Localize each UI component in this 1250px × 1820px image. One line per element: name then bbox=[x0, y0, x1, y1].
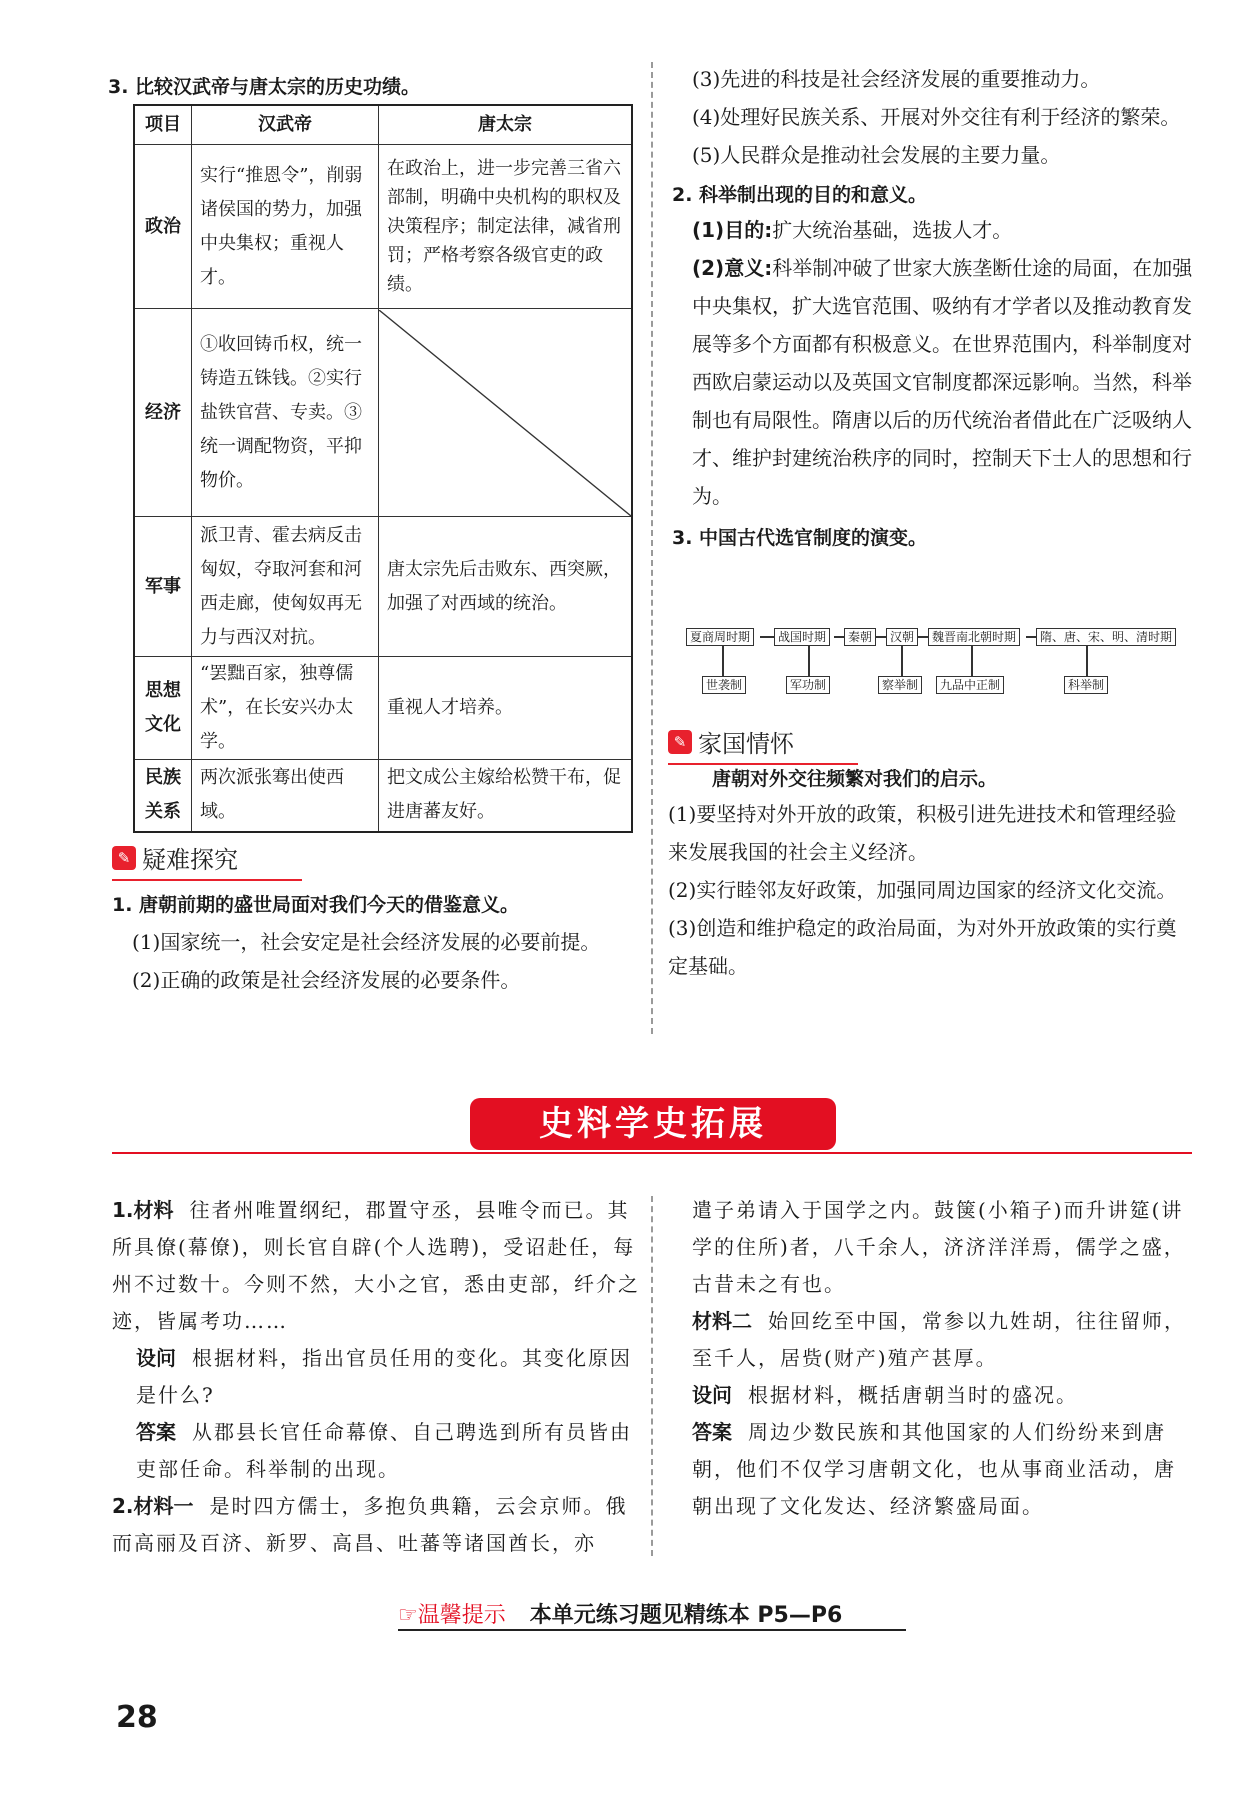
table-row bbox=[134, 309, 632, 517]
pencil-icon: ✎ bbox=[668, 730, 692, 754]
pencil-icon: ✎ bbox=[112, 846, 136, 870]
table-cell: ①收回铸币权，统一铸造五铢钱。②实行盐铁官营、专卖。③统一调配物资，平抑物价。 bbox=[192, 309, 379, 517]
flow-period: 秦朝 bbox=[844, 628, 876, 646]
table-row-label: 军事 bbox=[134, 517, 192, 657]
tip-text: 本单元练习题见精练本 P5—P6 bbox=[529, 1603, 843, 1628]
flow-period: 夏商周时期 bbox=[686, 628, 754, 646]
material-1-answer bbox=[112, 1414, 640, 1488]
page-number: 28 bbox=[116, 1700, 158, 1735]
diagonal-slash bbox=[379, 310, 631, 516]
flow-connector bbox=[722, 646, 724, 676]
answer-text: 从郡县长官任命幕僚、自己聘选到所有员皆由吏部任命。科举制的出现。 bbox=[136, 1420, 632, 1481]
question-label: 设问 bbox=[136, 1346, 176, 1370]
answer-item: (4)处理好民族关系、开展对外交往有利于经济的繁荣。 bbox=[692, 105, 1181, 129]
section-header-jiaguo bbox=[668, 724, 794, 759]
question-label: 设问 bbox=[692, 1383, 732, 1407]
table-row-label: 民族关系 bbox=[134, 760, 192, 832]
answer-item: (2)正确的政策是社会经济发展的必要条件。 bbox=[132, 968, 521, 992]
material-1-text bbox=[112, 1192, 640, 1340]
question-3-title: 3. 比较汉武帝与唐太宗的历史功绩。 bbox=[108, 76, 421, 98]
table-row-label: 政治 bbox=[134, 145, 192, 309]
question-2-title: 2. 科举制出现的目的和意义。 bbox=[672, 184, 928, 206]
material-label: 材料一 bbox=[133, 1494, 194, 1518]
table-cell: 唐太宗先后击败东、西突厥，加强了对西域的统治。 bbox=[379, 517, 633, 657]
table-row-label: 经济 bbox=[134, 309, 192, 517]
answer-label: 答案 bbox=[136, 1420, 176, 1444]
flow-period: 魏晋南北朝时期 bbox=[928, 628, 1020, 646]
meaning-label: (2)意义: bbox=[692, 256, 773, 280]
material-label: 材料 bbox=[133, 1198, 174, 1222]
question-text: 根据材料，指出官员任用的变化。其变化原因是什么? bbox=[136, 1346, 632, 1407]
flow-connector bbox=[971, 646, 973, 676]
answer-item: (5)人民群众是推动社会发展的主要力量。 bbox=[692, 143, 1061, 167]
material-content: 是时四方儒士，多抱负典籍，云会京师。俄而高丽及百济、新罗、高昌、吐蕃等诸国酋长，亦 bbox=[112, 1494, 628, 1555]
table-cell: 把文成公主嫁给松赞干布，促进唐蕃友好。 bbox=[379, 760, 633, 832]
flow-period: 隋、唐、宋、明、清时期 bbox=[1036, 628, 1176, 646]
flow-arrow bbox=[1026, 636, 1036, 638]
banner-rule bbox=[112, 1152, 1192, 1154]
table-row bbox=[134, 145, 632, 309]
flow-system: 察举制 bbox=[878, 676, 922, 694]
jiaguo-block bbox=[668, 764, 1196, 985]
table-header-cell: 汉武帝 bbox=[192, 105, 379, 145]
question-1-block bbox=[112, 890, 637, 999]
table-cell: 派卫青、霍去病反击匈奴，夺取河套和河西走廊，使匈奴再无力与西汉对抗。 bbox=[192, 517, 379, 657]
question-1-title: 1. 唐朝前期的盛世局面对我们今天的借鉴意义。 bbox=[112, 894, 520, 916]
extension-material-2 bbox=[692, 1192, 1192, 1525]
flow-system: 九品中正制 bbox=[936, 676, 1004, 694]
flow-connector bbox=[808, 646, 810, 676]
answer-label: 答案 bbox=[692, 1420, 732, 1444]
material-2-answer bbox=[692, 1414, 1192, 1525]
section-underline bbox=[112, 879, 302, 881]
right-column-top bbox=[672, 60, 1194, 550]
comparison-table bbox=[133, 104, 633, 833]
section-title: 疑难探究 bbox=[142, 846, 238, 874]
answer-item: (1)要坚持对外开放的政策，积极引进先进技术和管理经验来发展我国的社会主义经济。 bbox=[668, 802, 1177, 864]
purpose-item bbox=[672, 211, 1194, 249]
table-row bbox=[134, 517, 632, 657]
section-title: 家国情怀 bbox=[698, 730, 794, 758]
flow-system: 军功制 bbox=[786, 676, 830, 694]
material-number: 2. bbox=[112, 1494, 134, 1518]
material-content: 始回纥至中国，常参以九姓胡，往往留师，至千人，居赀(财产)殖产甚厚。 bbox=[692, 1309, 1186, 1370]
question-text: 根据材料，概括唐朝当时的盛况。 bbox=[748, 1383, 1078, 1407]
answer-item: (3)创造和维护稳定的政治局面，为对外开放政策的实行奠定基础。 bbox=[668, 916, 1177, 978]
flow-period: 战国时期 bbox=[774, 628, 830, 646]
table-cell: 实行“推恩令”，削弱诸侯国的势力，加强中央集权；重视人才。 bbox=[192, 145, 379, 309]
column-divider-bottom bbox=[651, 1196, 653, 1556]
flow-period: 汉朝 bbox=[886, 628, 918, 646]
table-cell: 重视人才培养。 bbox=[379, 657, 633, 760]
table-cell: 在政治上，进一步完善三省六部制，明确中央机构的职权及决策程序；制定法律，减省刑罚；严格考察各级官吏的政绩。 bbox=[379, 145, 633, 309]
column-divider-top bbox=[651, 62, 653, 1034]
footer-underline bbox=[398, 1629, 906, 1631]
hand-pointer-icon: ☞ bbox=[398, 1603, 418, 1628]
answer-item: (2)实行睦邻友好政策，加强同周边国家的经济文化交流。 bbox=[668, 878, 1177, 902]
material-2-question bbox=[692, 1377, 1192, 1414]
purpose-label: (1)目的: bbox=[692, 218, 773, 242]
empty-slashed-cell bbox=[379, 309, 633, 517]
section-banner: 史料学史拓展 bbox=[470, 1098, 836, 1150]
table-cell: 两次派张骞出使西域。 bbox=[192, 760, 379, 832]
flow-arrow bbox=[876, 636, 886, 638]
table-header-cell: 唐太宗 bbox=[379, 105, 633, 145]
answer-item: (1)国家统一，社会安定是社会经济发展的必要前提。 bbox=[132, 930, 601, 954]
jiaguo-title: 唐朝对外交往频繁对我们的启示。 bbox=[712, 768, 998, 790]
table-row bbox=[134, 760, 632, 832]
material-2-text-end: 遣子弟请入于国学之内。鼓箧(小箱子)而升讲筵(讲学的住所)者，八千余人，济济洋洋焉，儒学之盛，古昔未之有也。 bbox=[692, 1198, 1186, 1296]
table-cell: “罢黜百家，独尊儒术”，在长安兴办太学。 bbox=[192, 657, 379, 760]
table-row bbox=[134, 657, 632, 760]
table-header-cell: 项目 bbox=[134, 105, 192, 145]
material-number: 1. bbox=[112, 1198, 134, 1222]
footer-tip bbox=[398, 1598, 842, 1629]
question-3-right-title: 3. 中国古代选官制度的演变。 bbox=[672, 527, 928, 549]
meaning-item bbox=[672, 249, 1194, 515]
answer-item: (3)先进的科技是社会经济发展的重要推动力。 bbox=[692, 67, 1101, 91]
material-2b bbox=[692, 1303, 1192, 1377]
answer-text: 周边少数民族和其他国家的人们纷纷来到唐朝，他们不仅学习唐朝文化，也从事商业活动，唐朝出现了文化发达、经济繁盛局面。 bbox=[692, 1420, 1176, 1518]
material-1-question bbox=[112, 1340, 640, 1414]
section-header-yinan bbox=[112, 840, 238, 875]
table-row-label: 思想文化 bbox=[134, 657, 192, 760]
table-header-row bbox=[134, 105, 632, 145]
material-content: 往者州唯置纲纪，郡置守丞，县唯令而已。其所具僚(幕僚)，则长官自辟(个人选聘)，受诏赴任，每州不过数十。今则不然，大小之官，悉由吏部，纤介之迹，皆属考功…… bbox=[112, 1198, 640, 1333]
flow-arrow bbox=[760, 636, 774, 638]
flow-connector bbox=[901, 646, 903, 676]
material-label: 材料二 bbox=[692, 1309, 752, 1333]
flow-system: 科举制 bbox=[1064, 676, 1108, 694]
purpose-text: 扩大统治基础，选拔人才。 bbox=[772, 218, 1013, 242]
extension-material-1 bbox=[112, 1192, 640, 1562]
selection-flow-diagram bbox=[686, 628, 1196, 694]
material-2-text-start bbox=[112, 1488, 640, 1562]
flow-system: 世袭制 bbox=[702, 676, 746, 694]
tip-label: 温馨提示 bbox=[417, 1603, 506, 1628]
flow-arrow bbox=[834, 636, 844, 638]
flow-arrow bbox=[918, 636, 928, 638]
meaning-text: 科举制冲破了世家大族垄断仕途的局面，在加强中央集权，扩大选官范围、吸纳有才学者以及推动教育发展等多个方面都有积极意义。在世界范围内，科举制度对西欧启蒙运动以及英国文官制度都深远影响。当然，科举制也有局限性。隋唐以后的历代统治者借此在广泛吸纳人才、维护封建统治秩序的同时，控制天下士人的思想和行为。 bbox=[692, 256, 1193, 508]
flow-connector bbox=[1086, 646, 1088, 676]
